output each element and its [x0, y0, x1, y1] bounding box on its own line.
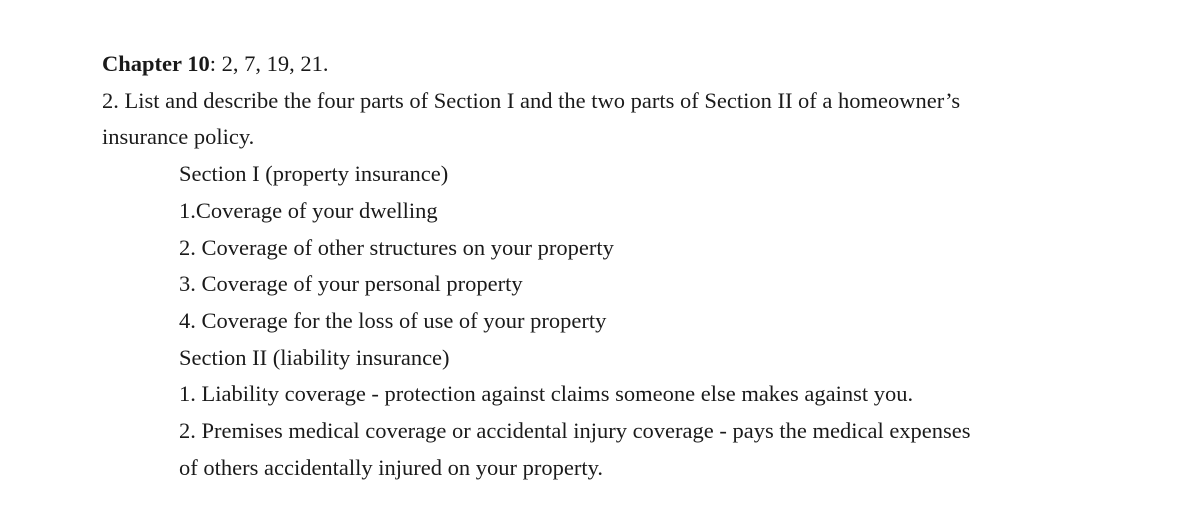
section-2-title: Section II (liability insurance) — [179, 344, 450, 370]
chapter-separator: : — [209, 51, 222, 76]
section-2-item: 1. Liability coverage - protection against claims someone else makes against you. — [179, 381, 914, 407]
section-1-item: 1.Coverage of your dwelling — [179, 197, 438, 223]
question-line-1: 2. List and describe the four parts of Section I and the two parts of Section II of a homeowner’s — [102, 87, 961, 113]
section-2-item-continuation: of others accidentally injured on your property. — [179, 454, 604, 480]
section-2-item: 2. Premises medical coverage or accidental injury coverage - pays the medical expenses — [179, 418, 971, 444]
section-1-item: 4. Coverage for the loss of use of your property — [179, 307, 607, 333]
section-1-item: 2. Coverage of other structures on your property — [179, 234, 614, 260]
chapter-label: Chapter 10 — [102, 51, 210, 76]
chapter-heading — [102, 46, 1102, 83]
document-body — [102, 46, 1102, 486]
section-1-item: 3. Coverage of your personal property — [179, 271, 523, 297]
section-1-title: Section I (property insurance) — [179, 161, 449, 187]
chapter-problems: 2, 7, 19, 21. — [221, 51, 329, 76]
question-line-2: insurance policy. — [102, 124, 255, 150]
